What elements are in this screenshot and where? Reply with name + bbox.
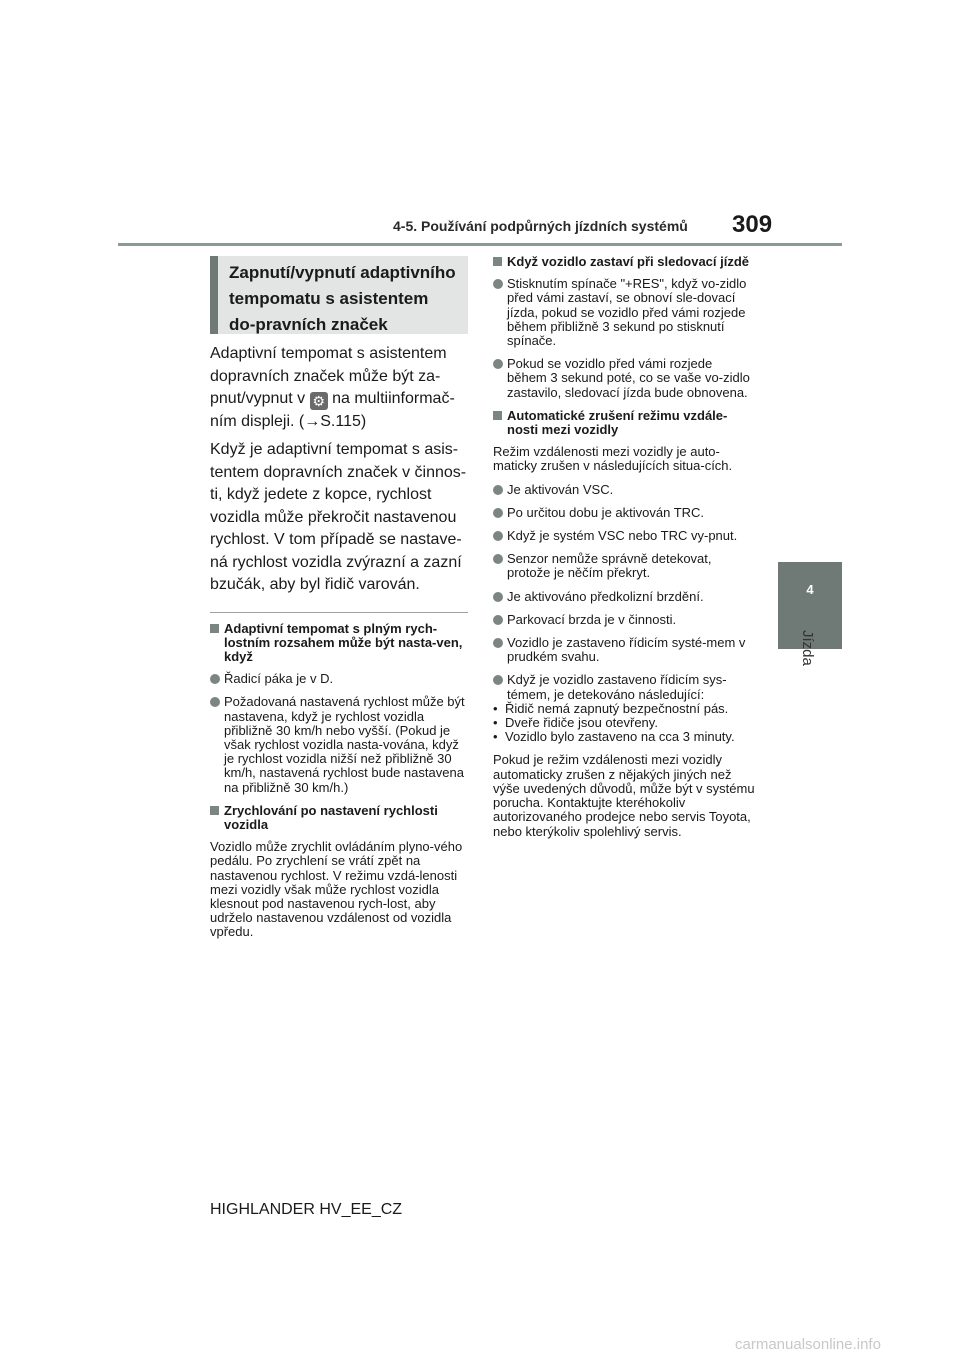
list-item: Pokud se vozidlo před vámi rozjede během 3 sekund poté, co se vaše vo-zidlo zastavilo, sledovací jízda bude obnovena.	[493, 357, 755, 400]
circle-bullet-icon	[493, 279, 503, 289]
circle-bullet-icon	[493, 531, 503, 541]
sub-list-item: • Vozidlo bylo zastaveno na cca 3 minuty.	[493, 730, 755, 744]
sub-list-item: • Řidič nemá zapnutý bezpečnostní pás.	[493, 702, 755, 716]
section-header: 4-5. Používání podpůrných jízdních systémů	[393, 218, 688, 234]
circle-bullet-icon	[493, 359, 503, 369]
circle-bullet-icon	[493, 485, 503, 495]
right-column	[493, 255, 755, 848]
paragraph: Vozidlo může zrychlit ovládáním plyno-vého pedálu. Po zrychlení se vrátí zpět na nastavenou rychlost. V režimu vzdá-lenosti mezi vozidly však může rychlost vozidla klesnout pod nastavenou rych-lost, aby udrželo nastavenou vzdálenost od vozidla vpředu.	[210, 839, 463, 940]
page-number: 309	[732, 211, 773, 238]
square-bullet-icon	[210, 806, 219, 815]
chapter-label: Jízda	[799, 630, 816, 666]
list-item: Je aktivováno předkolizní brzdění.	[493, 590, 755, 604]
footer-model: HIGHLANDER HV_EE_CZ	[210, 1201, 403, 1218]
sub-list	[493, 702, 755, 745]
watermark: carmanualsonline.info	[735, 1336, 881, 1353]
subheading: Automatické zrušení režimu vzdále-nosti mezi vozidly	[493, 409, 755, 437]
circle-bullet-icon	[210, 674, 220, 684]
list-item: Senzor nemůže správně detekovat, protože je něčím překryt.	[493, 552, 755, 580]
circle-bullet-icon	[493, 592, 503, 602]
circle-bullet-icon	[210, 697, 220, 707]
circle-bullet-icon	[493, 638, 503, 648]
circle-bullet-icon	[493, 554, 503, 564]
circle-bullet-icon	[493, 508, 503, 518]
circle-bullet-icon	[493, 675, 503, 685]
square-bullet-icon	[493, 411, 502, 420]
subheading: Když vozidlo zastaví při sledovací jízdě	[493, 255, 755, 269]
page-reference-link[interactable]: S.115)	[320, 412, 367, 430]
square-bullet-icon	[210, 624, 219, 633]
list-item: Požadovaná nastavená rychlost může být nastavena, když je rychlost vozidla přibližně 30 km/h nebo vyšší. (Pokud je však rychlost vozidla nasta-vována, když je rychlost vozidla nižší než přibližně 30 km/h, nastavená rychlost bude nastavena na přibližně 30 km/h.)	[210, 695, 468, 794]
paragraph: Režim vzdálenosti mezi vozidly je auto-maticky zrušen v následujících situa-cích.	[493, 444, 733, 474]
gear-icon: ⚙	[310, 392, 328, 410]
intro-paragraph-2: Když je adaptivní tempomat s asis-tentem dopravních značek v činnos-ti, když jedete z kopce, rychlost vozidla může překročit nastavenou rychlost. V tom případě se nastave-ná rychlost vozidla zvýrazní a zazní bzučák, aby byl řidič varován.	[210, 441, 467, 593]
list-item: Po určitou dobu je aktivován TRC.	[493, 506, 755, 520]
intro-paragraph-1: Adaptivní tempomat s asistentem dopravních značek může být za-pnut/vypnut v ⚙ na multiinformač-ním displeji. (→S.115)	[210, 345, 455, 430]
circle-bullet-icon	[493, 615, 503, 625]
list-item: Řadicí páka je v D.	[210, 672, 468, 686]
list-item: Stisknutím spínače "+RES", když vo-zidlo před vámi zastaví, se obnoví sle-dovací jízda, pokud se vozidlo před vámi rozjede během přibližně 3 sekund po stisknutí spínače.	[493, 277, 755, 348]
paragraph: Pokud je režim vzdálenosti mezi vozidly automaticky zrušen z nějakých jiných než výše uvedených důvodů, může být v systému porucha. Kontaktujte kteréhokoliv autorizovaného prodejce nebo servis Toyota, nebo kterýkoliv spolehlivý servis.	[493, 752, 755, 839]
list-item: Parkovací brzda je v činnosti.	[493, 613, 755, 627]
list-item: Vozidlo je zastaveno řídicím systé-mem v prudkém svahu.	[493, 636, 755, 664]
chapter-number: 4	[806, 582, 814, 597]
section-title: Zapnutí/vypnutí adaptivního tempomatu s asistentem do-pravních značek	[210, 256, 468, 334]
subheading: Adaptivní tempomat s plným rych-lostním rozsahem může být nasta-ven, když	[210, 622, 468, 665]
list-item: Když je systém VSC nebo TRC vy-pnut.	[493, 529, 755, 543]
divider	[210, 612, 468, 613]
list-item: Je aktivován VSC.	[493, 483, 755, 497]
subheading: Zrychlování po nastavení rychlosti vozidla	[210, 804, 468, 832]
sub-list-item: • Dveře řidiče jsou otevřeny.	[493, 716, 755, 730]
square-bullet-icon	[493, 257, 502, 266]
left-column	[210, 343, 468, 949]
list-item: Když je vozidlo zastaveno řídicím sys-témem, je detekováno následující: • Řidič nemá zapnutý bezpečnostní pás. • Dveře řidiče jsou otevřeny. • Vozidlo bylo zastaveno na cca 3 minuty.	[493, 673, 755, 744]
header-rule	[118, 243, 842, 246]
